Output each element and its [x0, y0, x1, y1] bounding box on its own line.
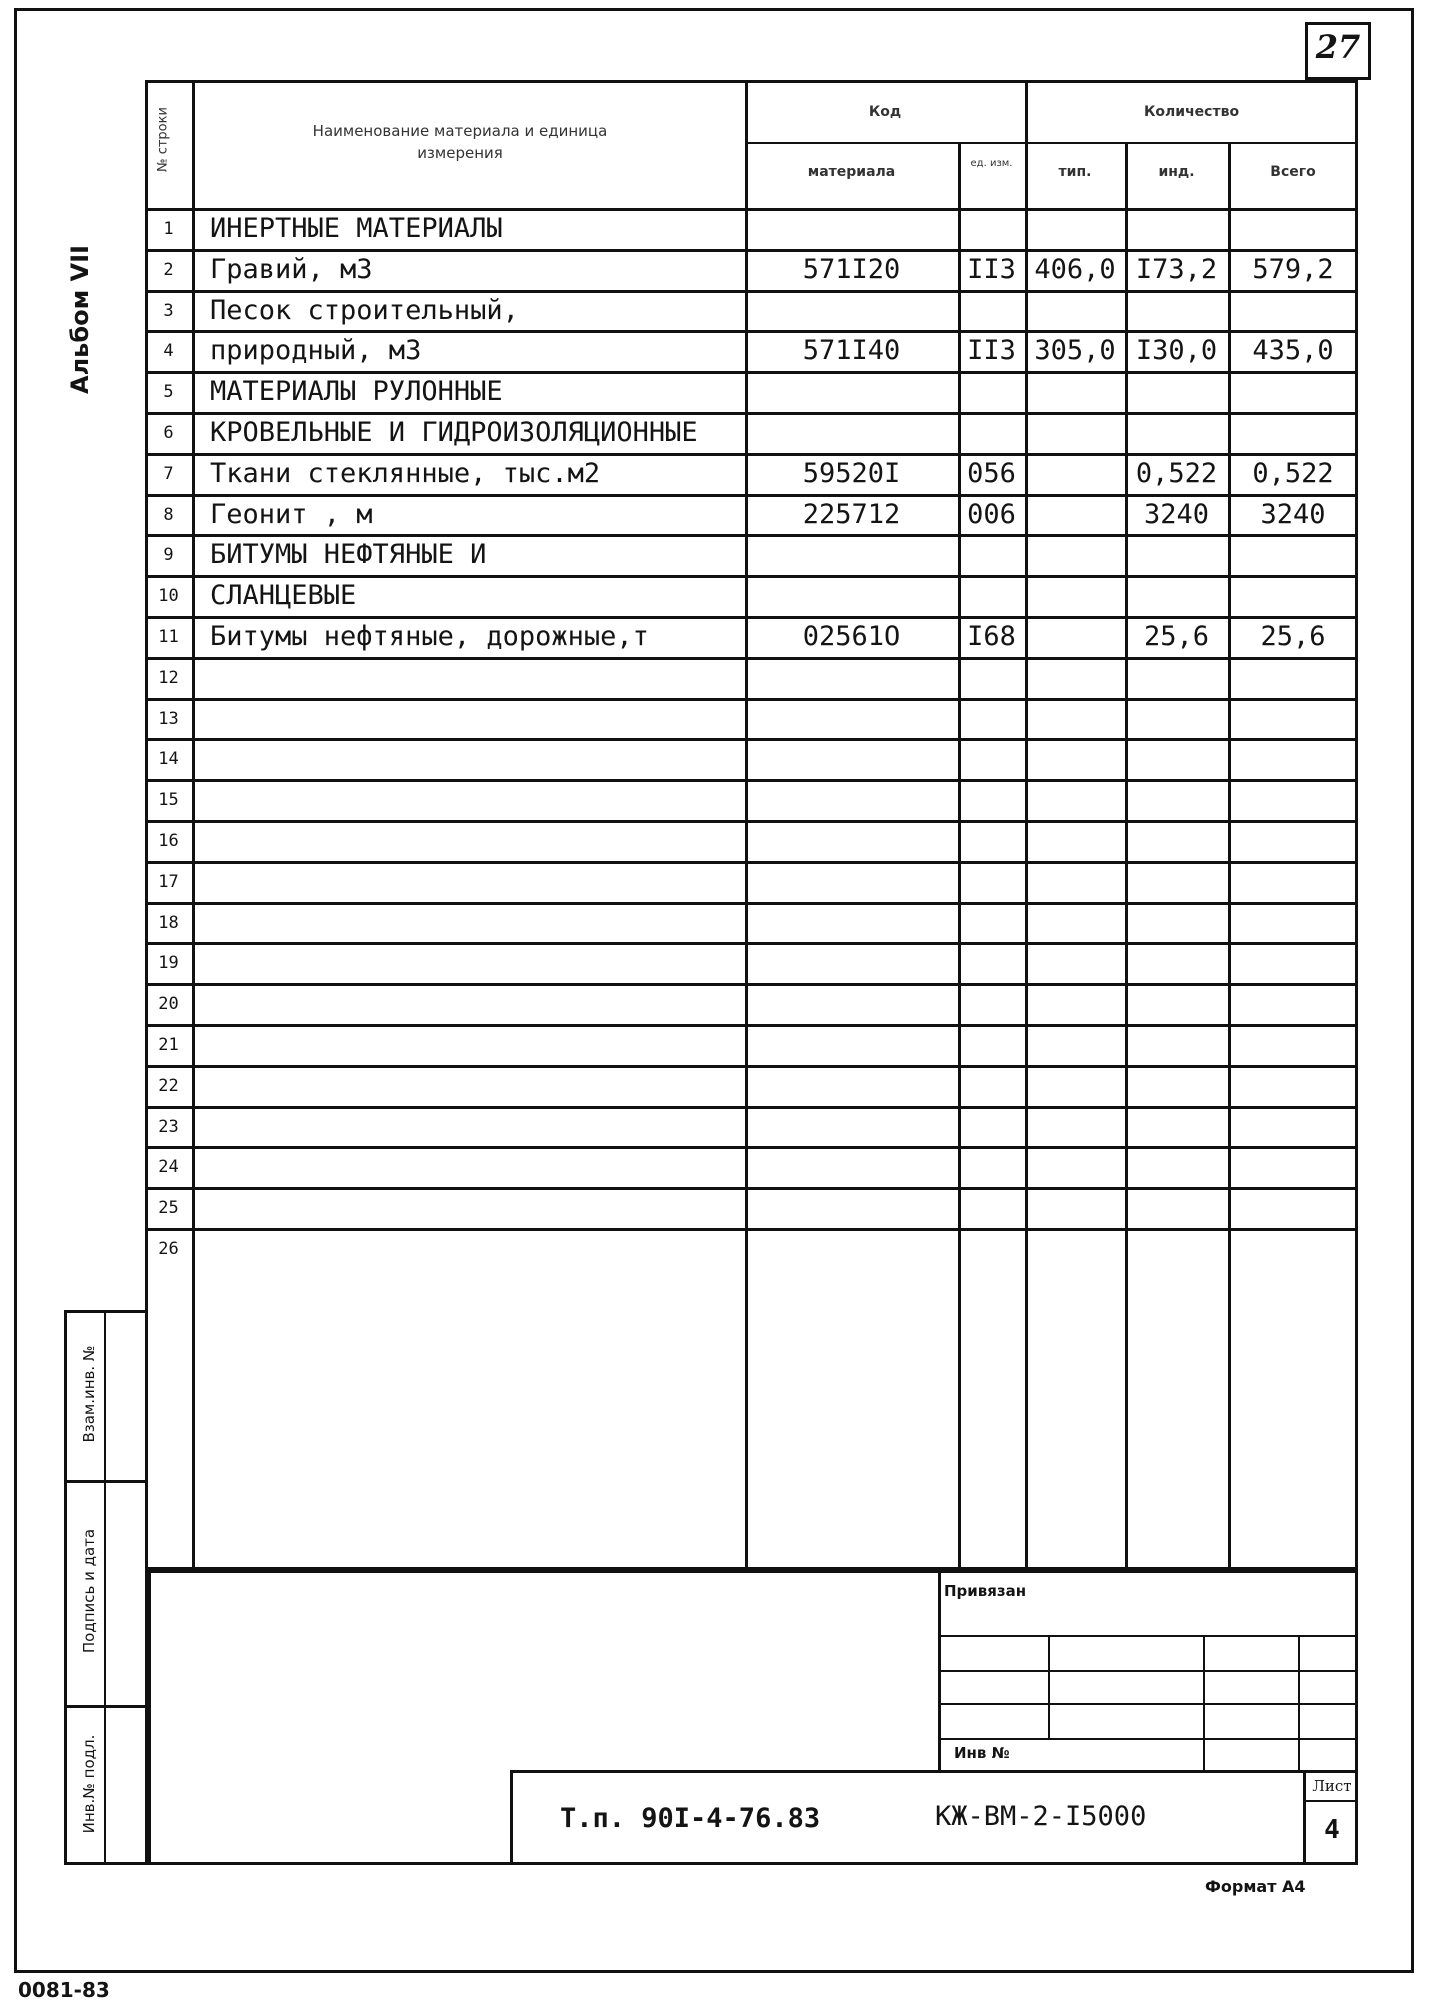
- row-line: [145, 412, 1358, 415]
- title-strip-sheet-line: [1303, 1800, 1358, 1802]
- title-block-priv-line-2: [938, 1670, 1358, 1672]
- cell-code: 02561О: [802, 621, 901, 652]
- title-block-priv-line-3: [938, 1703, 1358, 1705]
- row-line: [145, 290, 1358, 293]
- cell-code: 225712: [802, 498, 901, 530]
- cell-n: 9: [163, 545, 174, 566]
- header-row-no: № строки: [155, 107, 171, 172]
- header-typ: тип.: [1058, 164, 1092, 180]
- row-line: [145, 1065, 1358, 1068]
- cell-name: Гравий, м3: [210, 253, 373, 285]
- title-strip-top: [510, 1770, 1358, 1773]
- sheet-label: Лист: [1312, 1777, 1352, 1795]
- cell-name: Геонит , м: [210, 498, 373, 530]
- title-block-priv-col-2: [1203, 1635, 1205, 1770]
- row-line: [145, 1106, 1358, 1109]
- row-line: [145, 330, 1358, 333]
- row-line: [145, 657, 1358, 660]
- title-block-priv-col-1: [1048, 1635, 1050, 1738]
- cell-n: 8: [163, 504, 174, 525]
- side-stamp-inv: Инв.№ подл.: [80, 1734, 98, 1834]
- cell-name: МАТЕРИАЛЫ РУЛОННЫЕ: [210, 376, 503, 408]
- cell-n: 19: [158, 953, 179, 974]
- row-line: [145, 494, 1358, 497]
- cell-code: 571I40: [802, 335, 901, 367]
- row-line: [145, 1146, 1358, 1149]
- cell-name: ИНЕРТНЫЕ МАТЕРИАЛЫ: [210, 213, 503, 244]
- cell-n: 22: [158, 1075, 179, 1096]
- cell-unit: II3: [967, 335, 1016, 367]
- header-quantity: Количество: [1143, 104, 1240, 120]
- page-number: 27: [1315, 28, 1361, 66]
- album-label: Альбом VII: [66, 245, 94, 394]
- inv-label: Инв №: [954, 1744, 1010, 1762]
- header-material: материала: [807, 164, 896, 180]
- row-line: [145, 575, 1358, 578]
- cell-total: 0,522: [1252, 457, 1334, 489]
- col-line-qty: [1025, 80, 1028, 1570]
- row-line: [145, 1228, 1358, 1231]
- cell-n: 6: [163, 423, 174, 443]
- cell-n: 16: [158, 831, 179, 851]
- cell-total: 25,6: [1260, 621, 1326, 652]
- cell-n: 25: [158, 1198, 179, 1219]
- cell-name: БИТУМЫ НЕФТЯНЫЕ И: [210, 539, 487, 571]
- row-line: [145, 698, 1358, 701]
- cell-name: Песок строительный,: [210, 294, 519, 326]
- cell-typ: 406,0: [1034, 253, 1116, 285]
- format-label: Формат А4: [1205, 1877, 1306, 1896]
- cell-unit: II3: [967, 253, 1016, 285]
- row-line: [145, 616, 1358, 619]
- cell-n: 7: [163, 463, 174, 484]
- cell-n: 23: [158, 1116, 179, 1137]
- row-line: [145, 902, 1358, 905]
- row-line: [145, 371, 1358, 374]
- title-strip-left: [510, 1770, 513, 1865]
- cell-code: 571I20: [802, 253, 901, 285]
- title-block-priv-line-4: [938, 1738, 1358, 1740]
- sheet-number: 4: [1324, 1815, 1340, 1845]
- cell-ind: 3240: [1143, 498, 1210, 530]
- footer-code: 0081-83: [18, 1978, 110, 2002]
- side-stamp-line-2: [64, 1705, 148, 1708]
- header-ind: инд.: [1158, 164, 1195, 180]
- col-line-code: [745, 80, 748, 1570]
- cell-n: 4: [163, 341, 174, 362]
- row-line: [145, 983, 1358, 986]
- row-line: [145, 820, 1358, 823]
- row-line: [145, 249, 1358, 252]
- row-line: [145, 1024, 1358, 1027]
- cell-n: 24: [158, 1157, 179, 1178]
- cell-name: КРОВЕЛЬНЫЕ И ГИДРОИЗОЛЯЦИОННЫЕ: [210, 417, 698, 448]
- privyazan-label: Привязан: [944, 1582, 1027, 1600]
- cell-unit: 056: [967, 457, 1016, 489]
- cell-total: 3240: [1260, 498, 1326, 530]
- cell-ind: I73,2: [1135, 253, 1218, 285]
- drawing-code: КЖ-ВМ-2-I5000: [935, 1801, 1147, 1832]
- header-name: Наименование материала и единица измерения: [312, 122, 608, 162]
- row-line: [145, 1187, 1358, 1190]
- cell-unit: 006: [967, 498, 1016, 530]
- cell-name: Битумы нефтяные, дорожные,т: [210, 621, 649, 652]
- header-code: Код: [868, 104, 902, 120]
- cell-n: 17: [158, 871, 179, 892]
- cell-n: 11: [158, 627, 179, 647]
- cell-n: 3: [163, 300, 174, 321]
- cell-name: СЛАНЦЕВЫЕ: [210, 580, 357, 612]
- cell-ind: I30,0: [1135, 335, 1218, 367]
- title-block-priv-col-3: [1298, 1635, 1300, 1770]
- header-total: Всего: [1270, 164, 1316, 180]
- cell-unit: I68: [967, 621, 1016, 652]
- side-stamp-vzam: Взам.инв. №: [80, 1345, 98, 1443]
- cell-n: 2: [163, 259, 174, 280]
- side-stamp-line-1: [64, 1480, 148, 1483]
- cell-name: Ткани стеклянные, тыс.м2: [210, 457, 601, 489]
- cell-code: 59520I: [802, 457, 901, 489]
- cell-total: 579,2: [1252, 253, 1334, 285]
- title-block-priv-line-1: [938, 1635, 1358, 1637]
- row-line: [145, 453, 1358, 456]
- header-bottom-line: [145, 208, 1358, 211]
- doc-code: Т.п. 90I-4-76.83: [560, 1803, 821, 1834]
- side-stamp-divider: [104, 1310, 106, 1865]
- cell-n: 20: [158, 994, 179, 1015]
- cell-n: 5: [163, 382, 174, 403]
- row-line: [145, 738, 1358, 741]
- cell-n: 14: [158, 749, 179, 770]
- row-line: [145, 534, 1358, 537]
- cell-ind: 0,522: [1135, 457, 1218, 489]
- col-line-name: [192, 80, 195, 1570]
- row-line: [145, 779, 1358, 782]
- cell-n: 13: [158, 708, 179, 729]
- row-line: [145, 861, 1358, 864]
- cell-n: 12: [158, 667, 179, 688]
- header-mid-line: [745, 142, 1358, 144]
- cell-n: 1: [163, 219, 174, 239]
- row-line: [145, 942, 1358, 945]
- cell-ind: 25,6: [1143, 621, 1210, 652]
- side-stamp-podpis: Подпись и дата: [80, 1528, 98, 1654]
- cell-n: 15: [158, 790, 179, 811]
- cell-n: 18: [158, 912, 179, 933]
- cell-n: 10: [158, 586, 179, 607]
- cell-name: природный, м3: [210, 335, 422, 367]
- header-unit-code: ед. изм.: [970, 158, 1013, 169]
- cell-typ: 305,0: [1034, 335, 1116, 367]
- cell-n: 21: [158, 1035, 179, 1055]
- cell-total: 435,0: [1252, 335, 1334, 367]
- side-stamp: [64, 1310, 148, 1865]
- cell-n: 26: [158, 1239, 179, 1259]
